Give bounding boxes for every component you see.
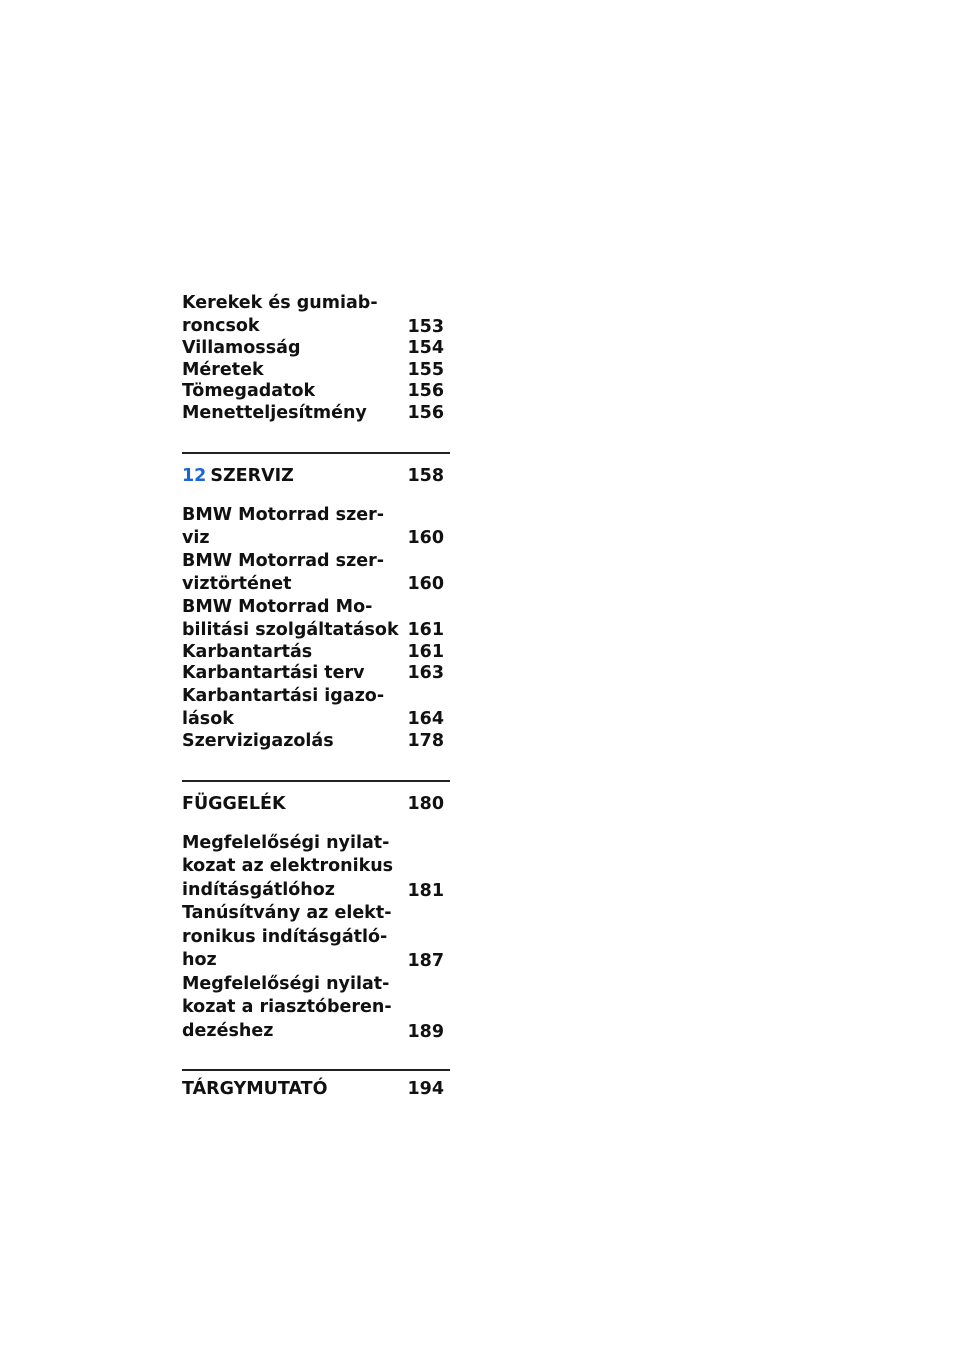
toc-entry[interactable]: [182, 292, 450, 338]
toc-entry-page: 187: [407, 951, 444, 971]
toc-entry-page: 153: [407, 316, 444, 337]
toc-entry-page: 156: [407, 402, 444, 423]
toc-entry-title-line: BMW Motorrad Mo-: [182, 596, 373, 617]
chapter-page: 194: [407, 1079, 444, 1099]
toc-entry-title-line: Menetteljesítmény: [182, 402, 367, 423]
chapter-number: 12: [182, 466, 207, 486]
toc-entry[interactable]: [182, 338, 450, 360]
toc-entry-title-line: indításgátlóhoz: [182, 879, 335, 900]
toc-entry-page: 160: [407, 574, 444, 594]
toc-chapter-appendix[interactable]: [182, 794, 450, 816]
toc-chapter-service[interactable]: [182, 466, 450, 488]
toc-entry-title-line: Tanúsítvány az elekt-: [182, 903, 392, 923]
toc-entry[interactable]: [182, 550, 450, 596]
chapter-title: SZERVIZ: [210, 466, 294, 486]
chapter-page: 180: [407, 794, 444, 814]
toc-entry-page: 161: [407, 641, 444, 662]
toc-entry-title-line: kozat az elektronikus: [182, 856, 394, 876]
toc-entry[interactable]: [182, 663, 450, 685]
chapter-title: FÜGGELÉK: [182, 794, 286, 814]
toc-entry[interactable]: [182, 596, 450, 642]
chapter-title: TÁRGYMUTATÓ: [182, 1079, 328, 1099]
toc-entry-title-line: Megfelelőségi nyilat-: [182, 973, 390, 994]
toc-entry-title-line: Villamosság: [182, 338, 301, 358]
toc-entry-title-line: Tömegadatok: [182, 381, 316, 401]
section-divider: [182, 780, 450, 782]
toc-entry-title-line: ronikus indításgátló-: [182, 926, 388, 947]
toc-entry[interactable]: [182, 832, 450, 903]
toc-entry-page: 163: [407, 663, 444, 683]
toc-entry-page: 189: [407, 1021, 444, 1042]
toc-entry-title-line: hoz: [182, 950, 217, 970]
toc-chapter-index[interactable]: [182, 1079, 450, 1101]
spacer: [182, 488, 450, 504]
toc-entry[interactable]: [182, 360, 450, 382]
toc-entry[interactable]: [182, 504, 450, 550]
toc-entry[interactable]: [182, 381, 450, 403]
toc-entry[interactable]: [182, 685, 450, 731]
toc-entry-title-line: viztörténet: [182, 573, 292, 594]
toc-entry[interactable]: [182, 973, 450, 1044]
toc-entry-page: 155: [407, 359, 444, 380]
toc-entry-title-line: Kerekek és gumiab-: [182, 293, 378, 313]
toc-entry-page: 160: [407, 528, 444, 548]
toc-entry-page: 156: [407, 381, 444, 401]
toc-entry-title-line: Karbantartási terv: [182, 663, 365, 683]
toc-entry-title-line: Méretek: [182, 359, 264, 380]
toc-entry-title-line: BMW Motorrad szer-: [182, 504, 385, 525]
toc-entry[interactable]: [182, 403, 450, 425]
toc-entry-page: 161: [407, 620, 444, 640]
toc-section-technical-data: [182, 292, 450, 424]
section-divider: [182, 1069, 450, 1071]
toc-entry-page: 181: [407, 880, 444, 901]
chapter-page: 158: [407, 466, 444, 486]
toc-entry[interactable]: [182, 642, 450, 664]
toc-entry-title-line: Karbantartási igazo-: [182, 685, 385, 706]
section-divider: [182, 452, 450, 454]
toc-entry[interactable]: [182, 902, 450, 973]
spacer: [182, 816, 450, 832]
toc-entry[interactable]: [182, 731, 450, 753]
toc-section-appendix: [182, 832, 450, 1044]
toc-entry-page: 164: [407, 709, 444, 729]
toc-entry-page: 178: [407, 730, 444, 751]
toc-entry-title-line: BMW Motorrad szer-: [182, 550, 385, 571]
toc-entry-title-line: Karbantartás: [182, 641, 313, 662]
toc-entry-title-line: dezéshez: [182, 1020, 274, 1041]
toc-section-service: [182, 504, 450, 753]
toc-entry-title-line: kozat a riasztóberen-: [182, 997, 392, 1017]
table-of-contents: [182, 292, 450, 1101]
toc-entry-page: 154: [407, 338, 444, 358]
toc-entry-title-line: viz: [182, 527, 210, 548]
toc-entry-title-line: bilitási szolgáltatások: [182, 619, 399, 640]
toc-entry-title-line: lások: [182, 708, 234, 729]
toc-entry-title-line: roncsok: [182, 316, 260, 336]
toc-entry-title-line: Szervizigazolás: [182, 730, 334, 751]
toc-entry-title-line: Megfelelőségi nyilat-: [182, 832, 390, 853]
